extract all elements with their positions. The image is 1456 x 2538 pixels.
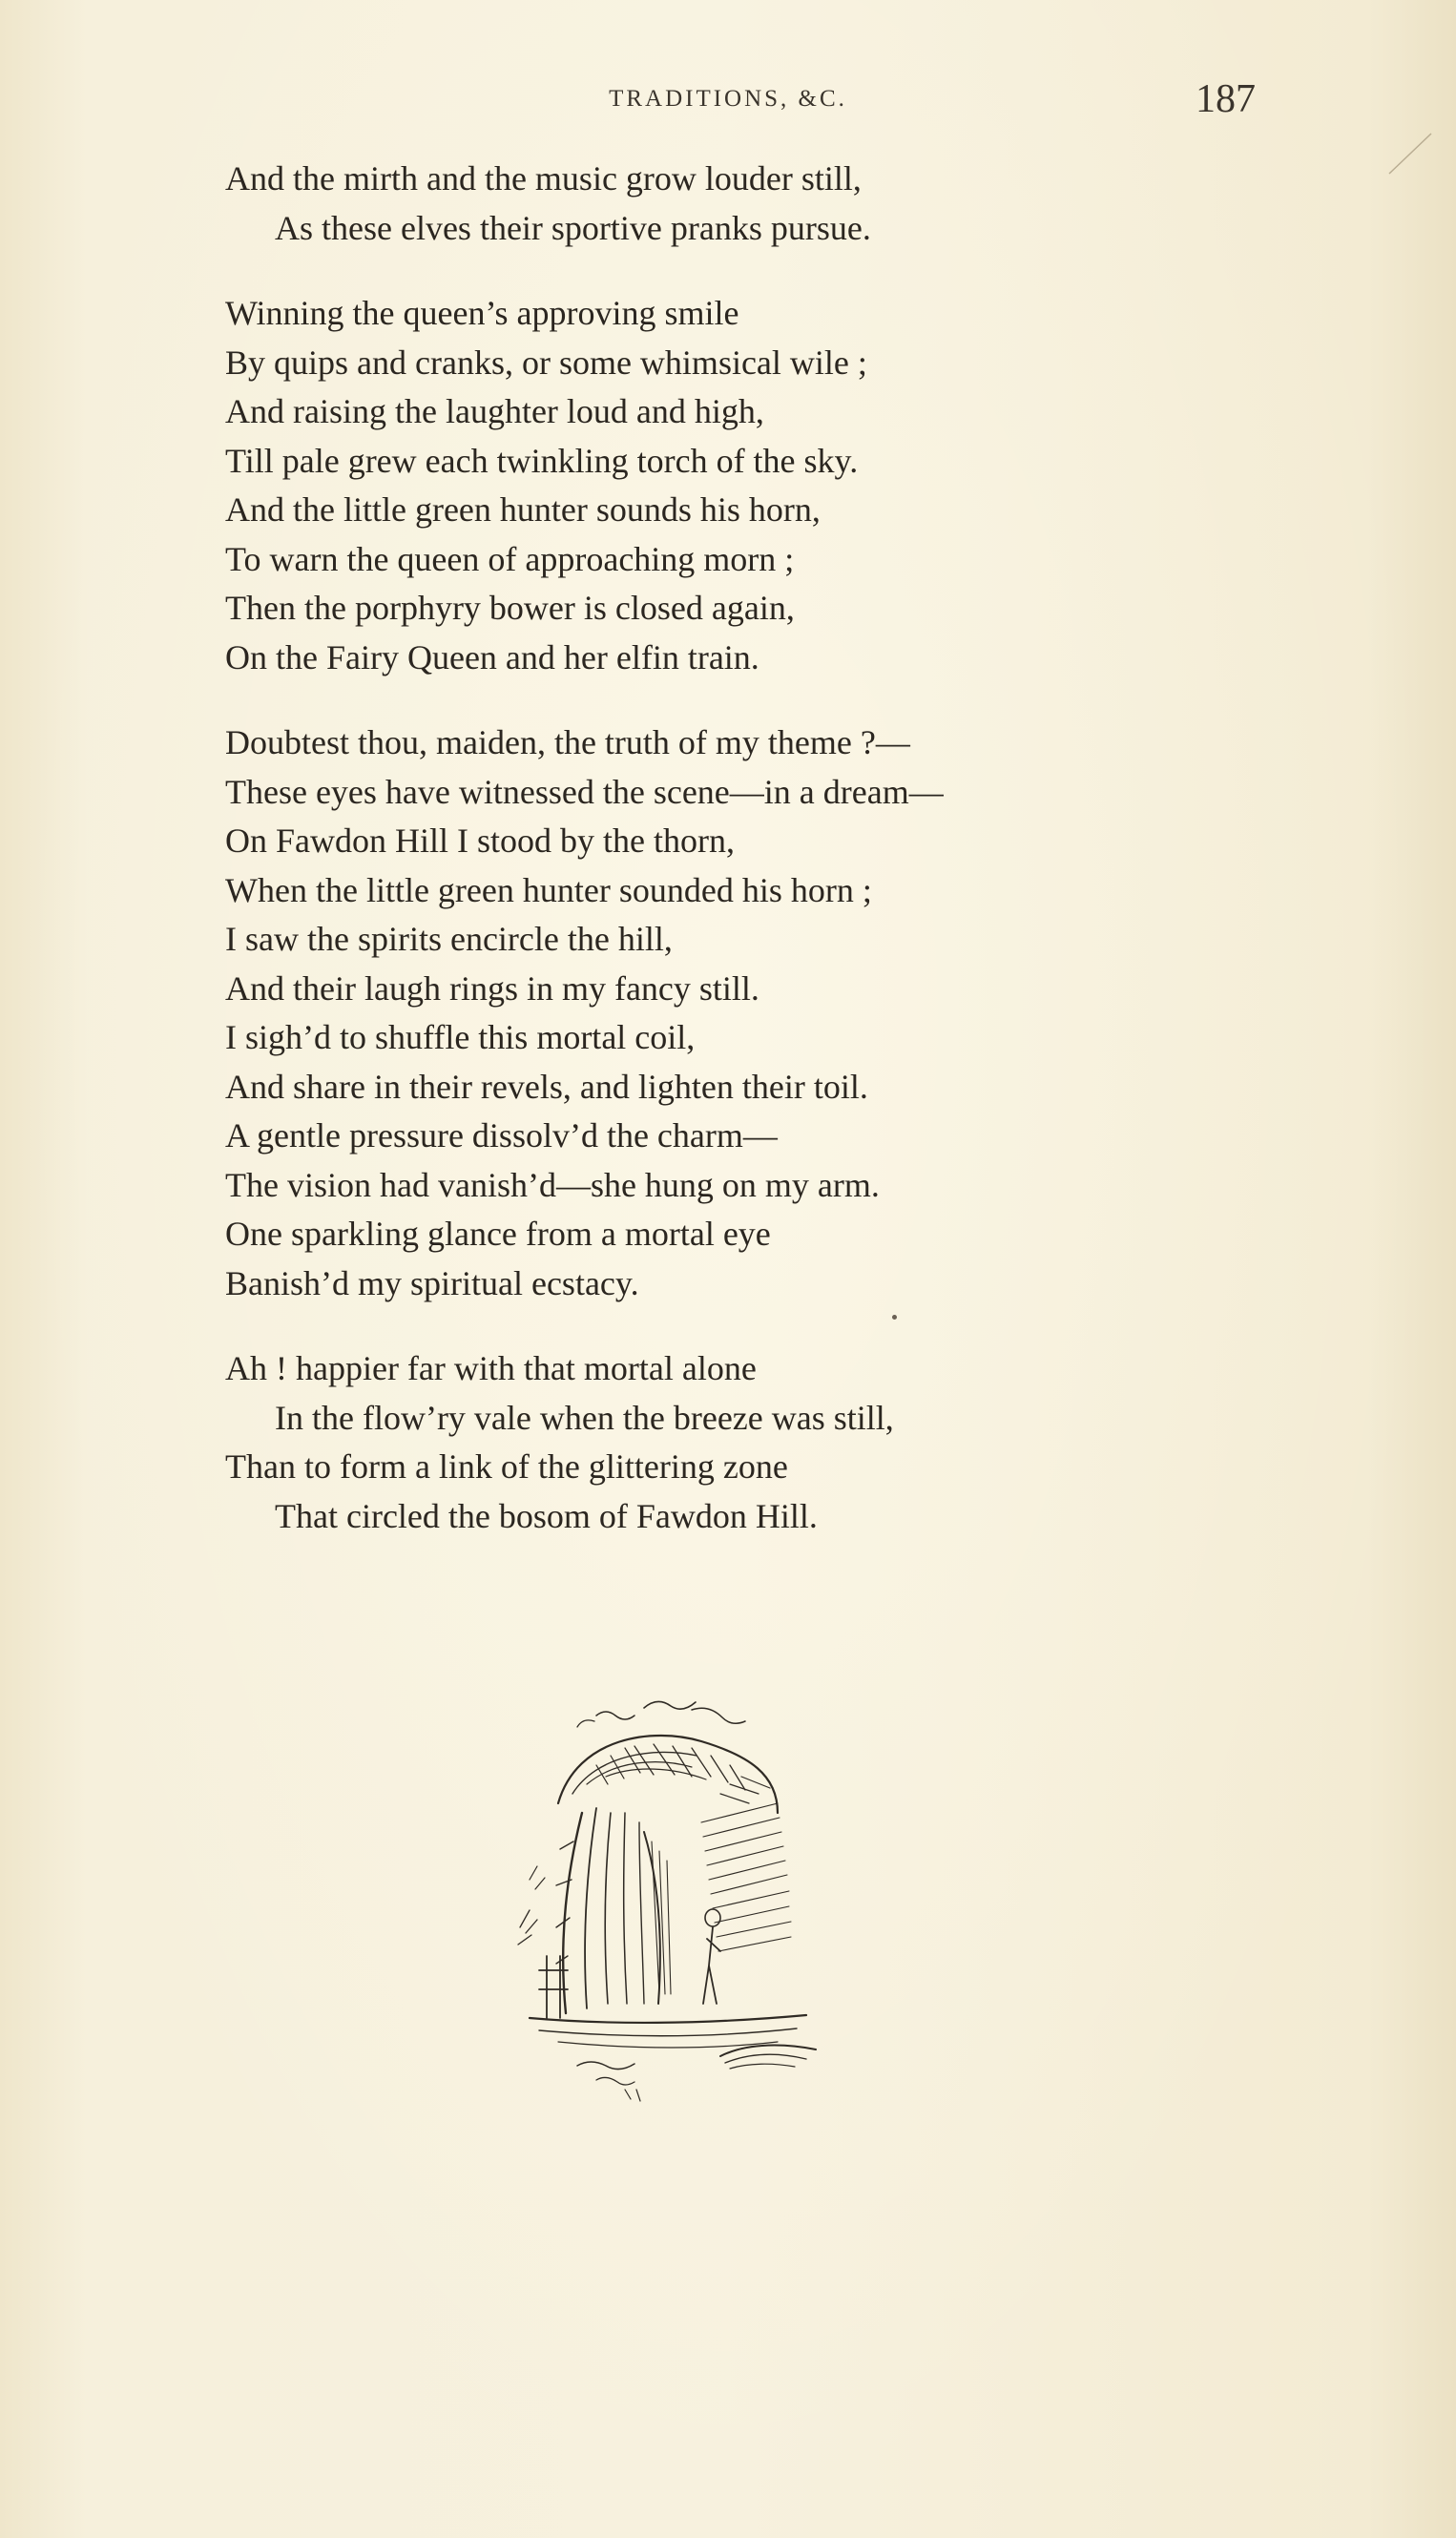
poem-line: Then the porphyry bower is closed again, — [225, 589, 795, 627]
stanza — [225, 718, 1237, 1308]
poem-line: On Fawdon Hill I stood by the thorn, — [225, 822, 735, 860]
poem-line: And the little green hunter sounds his horn, — [225, 490, 821, 529]
poem-line: A gentle pressure dissolv’d the charm— — [225, 1116, 778, 1155]
poem-line: These eyes have witnessed the scene—in a dream— — [225, 772, 944, 811]
poem-line: Winning the queen’s approving smile — [225, 294, 739, 332]
poem-line: Ah ! happier far with that mortal alone — [225, 1349, 757, 1387]
poem-line: And share in their revels, and lighten their toil. — [225, 1067, 868, 1106]
poem-line: The vision had vanish’d—she hung on my arm. — [225, 1165, 880, 1204]
poem-line: And the mirth and the music grow louder still, — [225, 159, 862, 198]
stanza — [225, 155, 1237, 253]
poem-line: I sigh’d to shuffle this mortal coil, — [225, 1018, 696, 1056]
poem-line: Doubtest thou, maiden, the truth of my theme ?— — [225, 723, 910, 761]
poem-line: By quips and cranks, or some whimsical wile ; — [225, 343, 867, 382]
stray-mark — [892, 1315, 897, 1320]
poem-line: Till pale grew each twinkling torch of the sky. — [225, 441, 859, 480]
poem-line: When the little green hunter sounded his horn ; — [225, 870, 872, 909]
poem-line: And their laugh rings in my fancy still. — [225, 968, 759, 1008]
poem — [225, 155, 1237, 1577]
poem-line: That circled the bosom of Fawdon Hill. — [275, 1496, 818, 1535]
poem-line: I saw the spirits encircle the hill, — [225, 920, 673, 958]
poem-line: Banish’d my spiritual ecstacy. — [225, 1263, 639, 1302]
stanza — [225, 289, 1237, 682]
poem-line: As these elves their sportive pranks pursue. — [275, 208, 871, 247]
running-head: TRADITIONS, &C. — [609, 86, 847, 112]
poem-line: One sparkling glance from a mortal eye — [225, 1215, 771, 1253]
page-number: 187 — [1196, 77, 1256, 121]
woodcut-vignette-icon — [491, 1689, 873, 2118]
poem-line: Than to form a link of the glittering zone — [225, 1447, 788, 1486]
poem-line: On the Fairy Queen and her elfin train. — [225, 637, 759, 676]
margin-mark-icon — [1382, 124, 1439, 181]
stanza — [225, 1344, 1237, 1541]
page-header — [0, 77, 1456, 137]
poem-line: To warn the queen of approaching morn ; — [225, 539, 795, 578]
poem-line: And raising the laughter loud and high, — [225, 392, 764, 430]
poem-line: In the flow’ry vale when the breeze was still, — [275, 1398, 894, 1437]
